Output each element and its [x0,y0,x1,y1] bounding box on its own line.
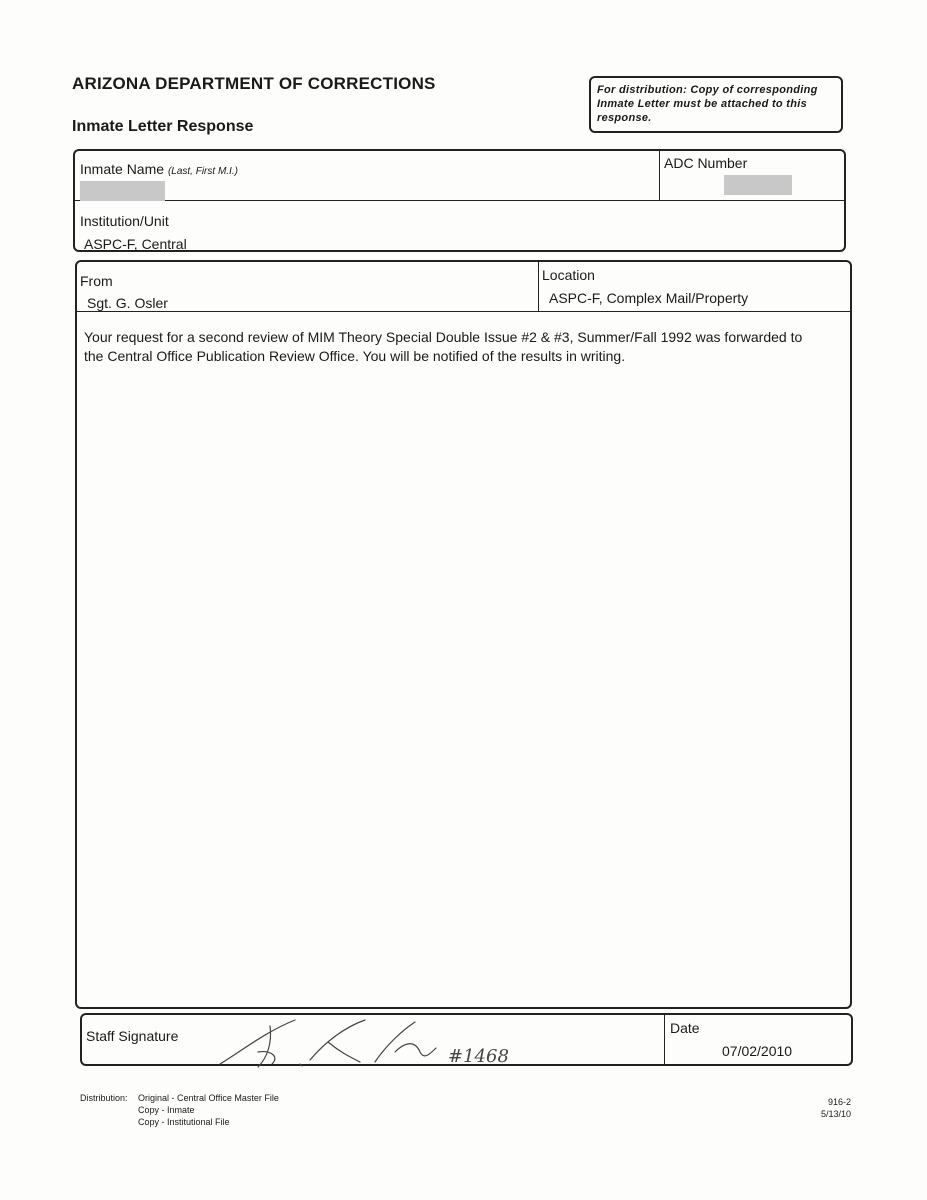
inmate-name-hint: (Last, First M.I.) [167,166,238,177]
inmate-name-label: Inmate Name (Last, First M.I.) [80,161,238,177]
form-code [821,1096,851,1120]
svg-text:#1468: #1468 [448,1046,509,1067]
divider [659,150,660,201]
divider [538,261,539,312]
date-label: Date [670,1020,700,1036]
divider [664,1014,665,1065]
divider [76,311,851,312]
agency-name: ARIZONA DEPARTMENT OF CORRECTIONS [72,74,436,93]
institution-label: Institution/Unit [80,213,169,229]
revision-date: 5/13/10 [820,1109,851,1119]
redacted-inmate-name [80,181,165,201]
redacted-adc-number [724,175,792,195]
distribution-label: Distribution: [80,1093,128,1103]
location-value: ASPC-F, Complex Mail/Property [549,290,749,306]
distribution-line: Copy - Institutional File [138,1117,230,1127]
distribution-line: Original - Central Office Master File [138,1093,279,1103]
from-label: From [80,273,113,289]
form-title: Inmate Letter Response [72,118,254,135]
distribution-note: For distribution: Copy of corresponding Inmate Letter must be attached to this response. [589,76,843,133]
date-value: 07/02/2010 [722,1043,793,1059]
adc-number-label: ADC Number [664,155,748,171]
location-label: Location [542,267,595,283]
from-value: Sgt. G. Osler [87,295,168,311]
divider [74,200,845,201]
handwritten-signature [210,1012,550,1072]
response-box [75,260,852,1009]
response-text: Your request for a second review of MIM Theory Special Double Issue #2 & #3, Summer/Fall 1992 was forwarded to the Central Office Publication Review Office. You will be notified of the results in writing. [84,329,803,364]
distribution-line: Copy - Inmate [138,1105,195,1115]
distribution-list [80,1092,279,1128]
staff-signature-label: Staff Signature [86,1028,179,1044]
institution-value: ASPC-F, Central [84,236,187,252]
form-number: 916-2 [827,1097,851,1107]
